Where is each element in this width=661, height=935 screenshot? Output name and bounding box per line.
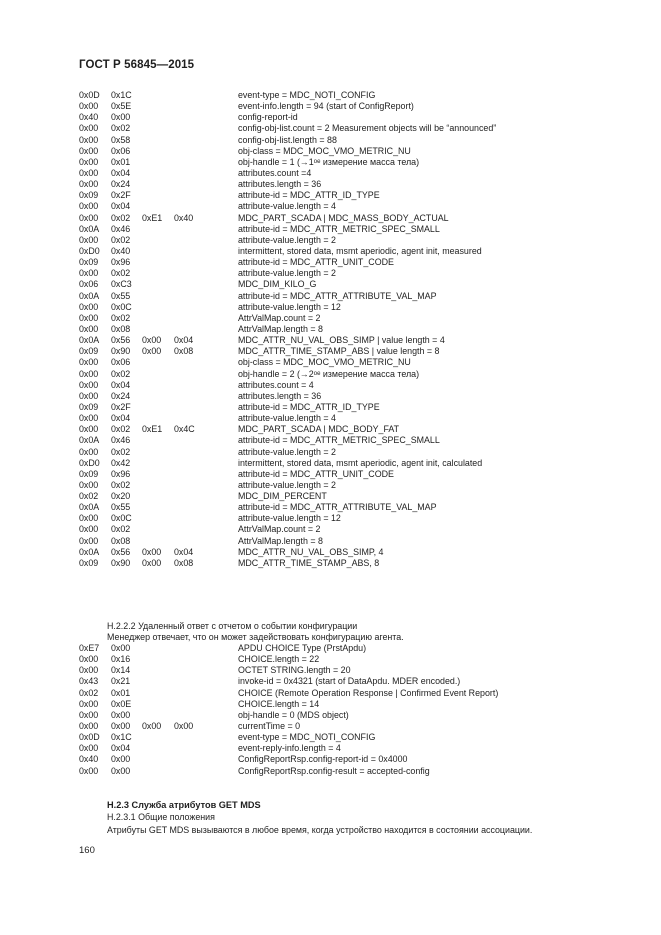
- hex-row: [79, 235, 639, 246]
- hex-byte-2: 0x00: [111, 720, 131, 731]
- hex-byte-1: 0x09: [79, 257, 99, 268]
- field-description: attribute-value.length = 2: [238, 446, 336, 457]
- hex-byte-2: 0x40: [111, 245, 131, 256]
- hex-row: [79, 754, 639, 765]
- hex-row: [79, 524, 639, 535]
- hex-byte-2: 0x02: [111, 479, 131, 490]
- hex-byte-1: 0x00: [79, 665, 99, 676]
- hex-dump-config-response: [79, 643, 639, 777]
- field-description: intermittent, stored data, msmt aperiodic, agent init, measured: [238, 245, 482, 256]
- hex-byte-3: 0x00: [142, 557, 162, 568]
- hex-byte-1: 0x00: [79, 720, 99, 731]
- section-text-h231: Атрибуты GET MDS вызываются в любое время, когда устройство находится в состоянии ассоциации.: [107, 825, 533, 835]
- hex-byte-2: 0x1C: [111, 732, 132, 743]
- hex-byte-1: 0x00: [79, 357, 99, 368]
- hex-row: [79, 766, 639, 777]
- field-description: invoke-id = 0x4321 (start of DataApdu. MDER encoded.): [238, 676, 461, 687]
- hex-byte-4: 0x04: [174, 335, 194, 346]
- field-description: attributes.count =4: [238, 167, 312, 178]
- hex-row: [79, 268, 639, 279]
- hex-byte-2: 0x04: [111, 379, 131, 390]
- hex-byte-1: 0x40: [79, 754, 99, 765]
- hex-byte-2: 0x2F: [111, 401, 131, 412]
- hex-byte-1: 0x00: [79, 312, 99, 323]
- field-description: config-obj-list.count = 2 Measurement objects will be “announced”: [238, 123, 497, 134]
- hex-byte-1: 0x00: [79, 698, 99, 709]
- hex-byte-1: 0x0A: [79, 223, 100, 234]
- field-description: attribute-id = MDC_ATTR_METRIC_SPEC_SMALL: [238, 223, 440, 234]
- hex-row: [79, 369, 639, 380]
- document-header: ГОСТ Р 56845—2015: [79, 59, 195, 71]
- hex-row: [79, 513, 639, 524]
- hex-byte-2: 0x56: [111, 335, 131, 346]
- hex-byte-3: 0x00: [142, 335, 162, 346]
- hex-row: [79, 447, 639, 458]
- hex-byte-1: 0x43: [79, 676, 99, 687]
- hex-byte-2: 0x90: [111, 346, 131, 357]
- field-description: attributes.length = 36: [238, 390, 322, 401]
- hex-byte-2: 0x01: [111, 687, 131, 698]
- hex-row: [79, 491, 639, 502]
- hex-byte-1: 0x00: [79, 301, 99, 312]
- hex-byte-1: 0x00: [79, 390, 99, 401]
- field-description: obj-class = MDC_MOC_VMO_METRIC_NU: [238, 357, 411, 368]
- hex-byte-1: 0x0A: [79, 335, 100, 346]
- hex-byte-2: 0x24: [111, 179, 131, 190]
- section-heading-h222: H.2.2.2 Удаленный ответ с отчетом о событии конфигурации: [107, 621, 358, 631]
- hex-byte-1: 0x00: [79, 179, 99, 190]
- hex-byte-2: 0x1C: [111, 90, 132, 100]
- hex-byte-1: 0x00: [79, 535, 99, 546]
- hex-byte-2: 0x00: [111, 643, 131, 653]
- hex-byte-1: 0x0A: [79, 435, 100, 446]
- hex-byte-2: 0x08: [111, 323, 131, 334]
- hex-byte-1: 0x00: [79, 424, 99, 435]
- hex-byte-2: 0x02: [111, 424, 131, 435]
- hex-row: [79, 246, 639, 257]
- hex-byte-2: 0x02: [111, 446, 131, 457]
- hex-byte-2: 0x08: [111, 535, 131, 546]
- hex-byte-2: 0x02: [111, 123, 131, 134]
- page-number: 160: [79, 845, 95, 856]
- field-description: CHOICE.length = 14: [238, 698, 320, 709]
- hex-row: [79, 654, 639, 665]
- hex-byte-2: 0x00: [111, 709, 131, 720]
- hex-byte-2: 0x00: [111, 754, 131, 765]
- hex-row: [79, 665, 639, 676]
- field-description: MDC_ATTR_TIME_STAMP_ABS | value length = 8: [238, 346, 440, 357]
- hex-byte-1: 0x00: [79, 654, 99, 665]
- field-description: MDC_PART_SCADA | MDC_BODY_FAT: [238, 424, 400, 435]
- hex-byte-1: 0x00: [79, 379, 99, 390]
- hex-byte-4: 0x00: [174, 720, 194, 731]
- hex-row: [79, 391, 639, 402]
- hex-byte-1: 0x09: [79, 190, 99, 201]
- field-description: obj-handle = 0 (MDS object): [238, 709, 349, 720]
- field-description: event-type = MDC_NOTI_CONFIG: [238, 732, 376, 743]
- hex-byte-1: 0x00: [79, 743, 99, 754]
- hex-byte-1: 0x00: [79, 134, 99, 145]
- field-description: attribute-value.length = 12: [238, 513, 341, 524]
- hex-row: [79, 413, 639, 424]
- hex-byte-1: 0xE7: [79, 643, 100, 653]
- hex-byte-2: 0x0C: [111, 513, 132, 524]
- hex-row: [79, 699, 639, 710]
- hex-row: [79, 643, 639, 654]
- hex-byte-3: 0xE1: [142, 424, 163, 435]
- hex-byte-1: 0x0A: [79, 290, 100, 301]
- hex-byte-2: 0x02: [111, 268, 131, 279]
- hex-byte-2: 0x56: [111, 546, 131, 557]
- hex-row: [79, 721, 639, 732]
- field-description: AttrValMap.length = 8: [238, 535, 323, 546]
- hex-byte-4: 0x08: [174, 557, 194, 568]
- hex-byte-4: 0x04: [174, 546, 194, 557]
- field-description: attribute-id = MDC_ATTR_METRIC_SPEC_SMALL: [238, 435, 440, 446]
- field-description: obj-class = MDC_MOC_VMO_METRIC_NU: [238, 145, 411, 156]
- field-description: attribute-value.length = 2: [238, 268, 336, 279]
- hex-byte-1: 0x0D: [79, 90, 100, 100]
- hex-byte-1: 0x00: [79, 201, 99, 212]
- hex-byte-1: 0x00: [79, 479, 99, 490]
- hex-row: [79, 335, 639, 346]
- hex-byte-4: 0x08: [174, 346, 194, 357]
- hex-byte-1: 0x00: [79, 446, 99, 457]
- hex-row: [79, 710, 639, 721]
- field-description: APDU CHOICE Type (PrstApdu): [238, 643, 367, 653]
- field-description: attribute-value.length = 4: [238, 201, 336, 212]
- hex-row: [79, 123, 639, 134]
- hex-byte-4: 0x4C: [174, 424, 195, 435]
- hex-row: [79, 90, 639, 101]
- field-description: intermittent, stored data, msmt aperiodic, agent init, calculated: [238, 457, 483, 468]
- field-description: config-obj-list.length = 88: [238, 134, 337, 145]
- hex-row: [79, 536, 639, 547]
- hex-row: [79, 190, 639, 201]
- hex-row: [79, 291, 639, 302]
- hex-byte-2: 0x06: [111, 357, 131, 368]
- field-description: event-reply-info.length = 4: [238, 743, 341, 754]
- hex-row: [79, 101, 639, 112]
- hex-byte-1: 0x02: [79, 687, 99, 698]
- field-description: obj-handle = 2 (→2ᵒᵉ измерение масса тела): [238, 368, 420, 379]
- field-description: config-report-id: [238, 112, 298, 123]
- hex-row: [79, 324, 639, 335]
- field-description: event-info.length = 94 (start of ConfigReport): [238, 101, 414, 112]
- hex-byte-1: 0x09: [79, 346, 99, 357]
- hex-byte-1: 0x09: [79, 557, 99, 568]
- hex-row: [79, 201, 639, 212]
- field-description: MDC_DIM_KILO_G: [238, 279, 317, 290]
- field-description: attribute-value.length = 2: [238, 234, 336, 245]
- hex-row: [79, 346, 639, 357]
- hex-byte-1: 0x0D: [79, 732, 100, 743]
- field-description: attribute-id = MDC_ATTR_ID_TYPE: [238, 190, 380, 201]
- hex-byte-2: 0xC3: [111, 279, 132, 290]
- field-description: OCTET STRING.length = 20: [238, 665, 351, 676]
- hex-byte-4: 0x40: [174, 212, 194, 223]
- hex-row: [79, 146, 639, 157]
- field-description: attribute-id = MDC_ATTR_UNIT_CODE: [238, 468, 394, 479]
- hex-byte-2: 0x55: [111, 290, 131, 301]
- hex-byte-2: 0x04: [111, 413, 131, 424]
- field-description: event-type = MDC_NOTI_CONFIG: [238, 90, 376, 100]
- hex-byte-3: 0xE1: [142, 212, 163, 223]
- hex-byte-2: 0x55: [111, 502, 131, 513]
- hex-byte-1: 0x00: [79, 709, 99, 720]
- field-description: MDC_ATTR_NU_VAL_OBS_SIMP, 4: [238, 546, 384, 557]
- hex-byte-2: 0x5E: [111, 101, 132, 112]
- hex-byte-2: 0x02: [111, 212, 131, 223]
- hex-byte-1: 0x0A: [79, 546, 100, 557]
- hex-row: [79, 402, 639, 413]
- hex-byte-1: 0x00: [79, 323, 99, 334]
- field-description: AttrValMap.count = 2: [238, 524, 321, 535]
- hex-row: [79, 676, 639, 687]
- field-description: AttrValMap.length = 8: [238, 323, 323, 334]
- hex-byte-2: 0x00: [111, 112, 131, 123]
- field-description: CHOICE (Remote Operation Response | Confirmed Event Report): [238, 687, 499, 698]
- hex-row: [79, 213, 639, 224]
- hex-byte-2: 0x2F: [111, 190, 131, 201]
- hex-row: [79, 302, 639, 313]
- field-description: attribute-value.length = 12: [238, 301, 341, 312]
- hex-row: [79, 688, 639, 699]
- hex-byte-1: 0x02: [79, 491, 99, 502]
- section-heading-h23: H.2.3 Служба атрибутов GET MDS: [107, 800, 261, 810]
- field-description: MDC_ATTR_NU_VAL_OBS_SIMP | value length = 4: [238, 335, 445, 346]
- hex-byte-2: 0x02: [111, 312, 131, 323]
- field-description: attributes.length = 36: [238, 179, 322, 190]
- hex-row: [79, 458, 639, 469]
- hex-byte-3: 0x00: [142, 720, 162, 731]
- hex-row: [79, 224, 639, 235]
- hex-byte-1: 0x0A: [79, 502, 100, 513]
- hex-byte-1: 0x09: [79, 468, 99, 479]
- field-description: obj-handle = 1 (→1ᵒᵉ измерение масса тела): [238, 156, 420, 167]
- hex-byte-2: 0x96: [111, 468, 131, 479]
- field-description: attribute-id = MDC_ATTR_ATTRIBUTE_VAL_MAP: [238, 290, 437, 301]
- field-description: CHOICE.length = 22: [238, 654, 320, 665]
- section-subheading-h231: H.2.3.1 Общие положения: [107, 812, 215, 822]
- hex-byte-2: 0x42: [111, 457, 131, 468]
- hex-byte-2: 0x01: [111, 156, 131, 167]
- hex-byte-2: 0x90: [111, 557, 131, 568]
- hex-byte-2: 0x04: [111, 201, 131, 212]
- hex-byte-2: 0x00: [111, 765, 131, 776]
- hex-byte-2: 0x14: [111, 665, 131, 676]
- hex-row: [79, 480, 639, 491]
- hex-byte-2: 0x0E: [111, 698, 132, 709]
- hex-row: [79, 179, 639, 190]
- hex-row: [79, 435, 639, 446]
- field-description: attribute-value.length = 2: [238, 479, 336, 490]
- field-description: MDC_PART_SCADA | MDC_MASS_BODY_ACTUAL: [238, 212, 449, 223]
- hex-byte-2: 0x46: [111, 223, 131, 234]
- hex-byte-1: 0x00: [79, 167, 99, 178]
- hex-row: [79, 469, 639, 480]
- hex-byte-1: 0x00: [79, 101, 99, 112]
- hex-byte-2: 0x02: [111, 234, 131, 245]
- field-description: MDC_DIM_PERCENT: [238, 491, 327, 502]
- hex-row: [79, 313, 639, 324]
- field-description: attributes.count = 4: [238, 379, 314, 390]
- hex-row: [79, 502, 639, 513]
- hex-row: [79, 168, 639, 179]
- field-description: MDC_ATTR_TIME_STAMP_ABS, 8: [238, 557, 380, 568]
- hex-byte-1: 0x00: [79, 234, 99, 245]
- hex-byte-1: 0x09: [79, 401, 99, 412]
- hex-byte-1: 0x00: [79, 212, 99, 223]
- hex-byte-1: 0x00: [79, 156, 99, 167]
- hex-row: [79, 380, 639, 391]
- hex-byte-1: 0x00: [79, 524, 99, 535]
- hex-byte-2: 0x04: [111, 743, 131, 754]
- hex-row: [79, 112, 639, 123]
- hex-byte-1: 0x40: [79, 112, 99, 123]
- hex-row: [79, 743, 639, 754]
- hex-byte-2: 0x20: [111, 491, 131, 502]
- hex-byte-1: 0x00: [79, 513, 99, 524]
- hex-byte-2: 0x02: [111, 368, 131, 379]
- hex-byte-2: 0x21: [111, 676, 131, 687]
- hex-byte-1: 0x00: [79, 145, 99, 156]
- hex-byte-1: 0xD0: [79, 245, 100, 256]
- hex-byte-2: 0x16: [111, 654, 131, 665]
- field-description: attribute-id = MDC_ATTR_UNIT_CODE: [238, 257, 394, 268]
- field-description: attribute-id = MDC_ATTR_ID_TYPE: [238, 401, 380, 412]
- hex-byte-2: 0x06: [111, 145, 131, 156]
- hex-byte-1: 0xD0: [79, 457, 100, 468]
- field-description: attribute-id = MDC_ATTR_ATTRIBUTE_VAL_MAP: [238, 502, 437, 513]
- hex-byte-2: 0x02: [111, 524, 131, 535]
- field-description: ConfigReportRsp.config-report-id = 0x4000: [238, 754, 408, 765]
- field-description: currentTime = 0: [238, 720, 301, 731]
- field-description: attribute-value.length = 4: [238, 413, 336, 424]
- hex-byte-3: 0x00: [142, 546, 162, 557]
- hex-byte-2: 0x24: [111, 390, 131, 401]
- hex-byte-2: 0x0C: [111, 301, 132, 312]
- hex-row: [79, 424, 639, 435]
- hex-dump-config-report: [79, 90, 639, 569]
- hex-byte-2: 0x04: [111, 167, 131, 178]
- hex-byte-2: 0x58: [111, 134, 131, 145]
- hex-byte-1: 0x00: [79, 123, 99, 134]
- hex-byte-2: 0x96: [111, 257, 131, 268]
- hex-byte-1: 0x06: [79, 279, 99, 290]
- hex-row: [79, 547, 639, 558]
- hex-row: [79, 279, 639, 290]
- hex-byte-2: 0x46: [111, 435, 131, 446]
- hex-byte-1: 0x00: [79, 268, 99, 279]
- field-description: AttrValMap.count = 2: [238, 312, 321, 323]
- hex-byte-1: 0x00: [79, 413, 99, 424]
- field-description: ConfigReportRsp.config-result = accepted-config: [238, 765, 430, 776]
- hex-row: [79, 732, 639, 743]
- hex-row: [79, 135, 639, 146]
- hex-row: [79, 157, 639, 168]
- hex-row: [79, 357, 639, 368]
- hex-row: [79, 257, 639, 268]
- hex-byte-1: 0x00: [79, 765, 99, 776]
- section-text-h222: Менеджер отвечает, что он может задействовать конфигурацию агента.: [107, 632, 404, 642]
- hex-byte-1: 0x00: [79, 368, 99, 379]
- hex-row: [79, 558, 639, 569]
- hex-byte-3: 0x00: [142, 346, 162, 357]
